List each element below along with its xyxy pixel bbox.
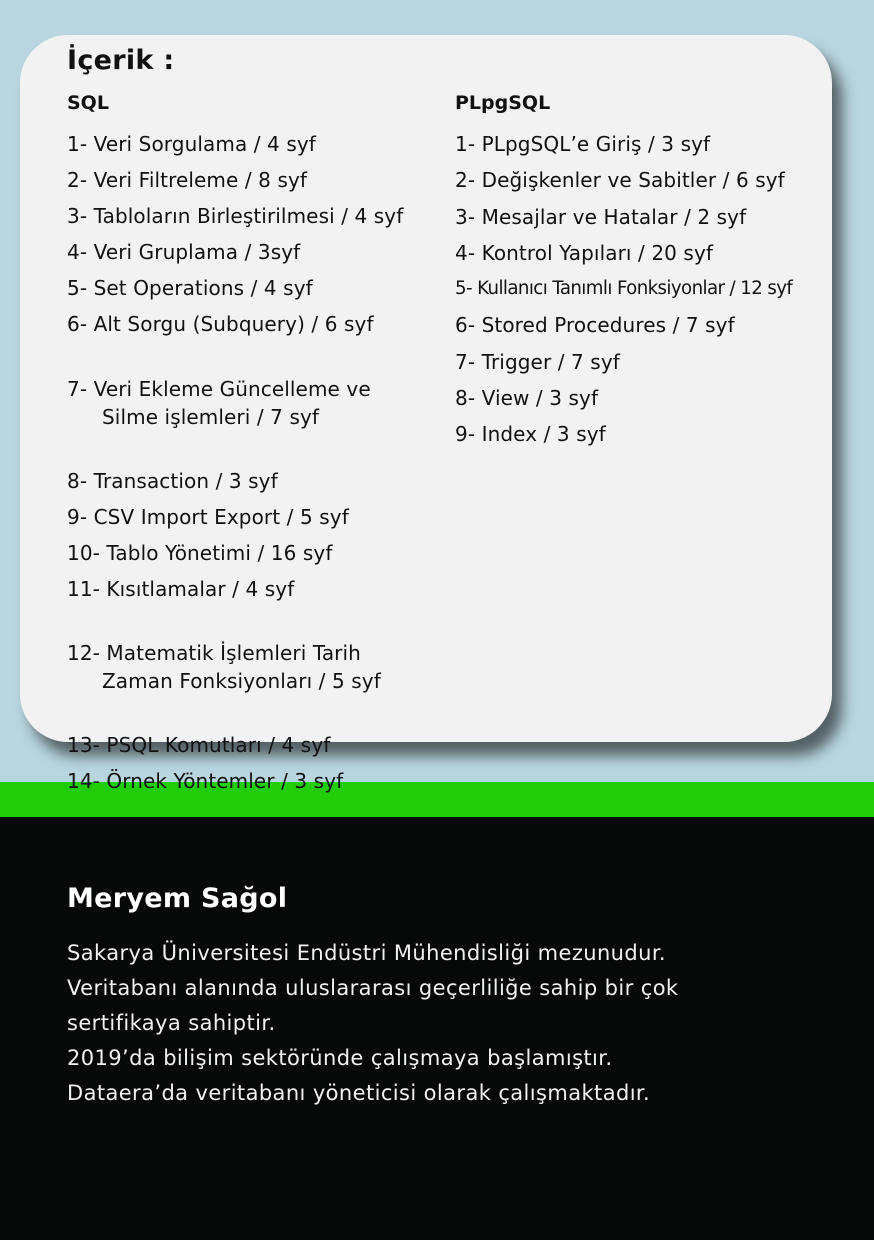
sql-toc-list (67, 130, 447, 795)
toc-item (67, 347, 447, 459)
toc-item: 3- Tabloların Birleştirilmesi / 4 syf (67, 204, 404, 229)
toc-item: 13- PSQL Komutları / 4 syf (67, 733, 331, 758)
toc-item-continuation: Silme işlemleri / 7 syf (102, 404, 320, 429)
toc-item: 9- Index / 3 syf (455, 422, 606, 447)
toc-item-continuation: Zaman Fonksiyonları / 5 syf (102, 669, 381, 694)
toc-item: 3- Mesajlar ve Hatalar / 2 syf (455, 204, 747, 229)
sql-column (67, 90, 447, 803)
contents-card (20, 35, 832, 794)
toc-item: 14- Örnek Yöntemler / 3 syf (67, 769, 344, 794)
toc-item: 6- Alt Sorgu (Subquery) / 6 syf (67, 312, 374, 337)
author-section (67, 883, 807, 1111)
sql-heading: SQL (67, 92, 109, 114)
toc-item: 7- Trigger / 7 syf (455, 349, 620, 374)
bio-line: Sakarya Üniversitesi Endüstri Mühendisliği mezunudur. (67, 941, 667, 965)
bio-line: sertifikaya sahiptir. (67, 1011, 276, 1035)
bio-line: 2019’da bilişim sektöründe çalışmaya başlamıştır. (67, 1046, 613, 1070)
bio-line: Veritabanı alanında uluslararası geçerliliğe sahip bir çok (67, 976, 679, 1000)
toc-item (67, 611, 447, 723)
toc-item: 2- Değişkenler ve Sabitler / 6 syf (455, 168, 785, 193)
toc-item: 11- Kısıtlamalar / 4 syf (67, 576, 295, 601)
toc-item: 1- Veri Sorgulama / 4 syf (67, 132, 316, 156)
author-bio (67, 936, 807, 1111)
contents-title: İçerik : (67, 45, 175, 76)
toc-item: 1- PLpgSQL’e Giriş / 3 syf (455, 132, 711, 156)
toc-item: 8- View / 3 syf (455, 386, 599, 411)
plpgsql-toc-list (455, 130, 825, 448)
toc-item: 5- Set Operations / 4 syf (67, 276, 313, 301)
author-name: Meryem Sağol (67, 883, 288, 914)
plpgsql-column (455, 90, 825, 457)
toc-item: 4- Kontrol Yapıları / 20 syf (455, 240, 714, 265)
toc-item-line: 7- Veri Ekleme Güncelleme ve (67, 376, 371, 401)
plpgsql-heading: PLpgSQL (455, 92, 551, 114)
toc-item: 5- Kullanıcı Tanımlı Fonksiyonlar / 12 syf (455, 278, 793, 300)
toc-item-line: 12- Matematik İşlemleri Tarih (67, 641, 361, 666)
bio-line: Dataera’da veritabanı yöneticisi olarak çalışmaktadır. (67, 1081, 651, 1105)
toc-item: 2- Veri Filtreleme / 8 syf (67, 168, 308, 193)
toc-item: 6- Stored Procedures / 7 syf (455, 313, 735, 338)
toc-item: 4- Veri Gruplama / 3syf (67, 240, 301, 265)
toc-item: 8- Transaction / 3 syf (67, 468, 278, 493)
toc-item: 9- CSV Import Export / 5 syf (67, 504, 349, 529)
toc-item: 10- Tablo Yönetimi / 16 syf (67, 540, 333, 565)
